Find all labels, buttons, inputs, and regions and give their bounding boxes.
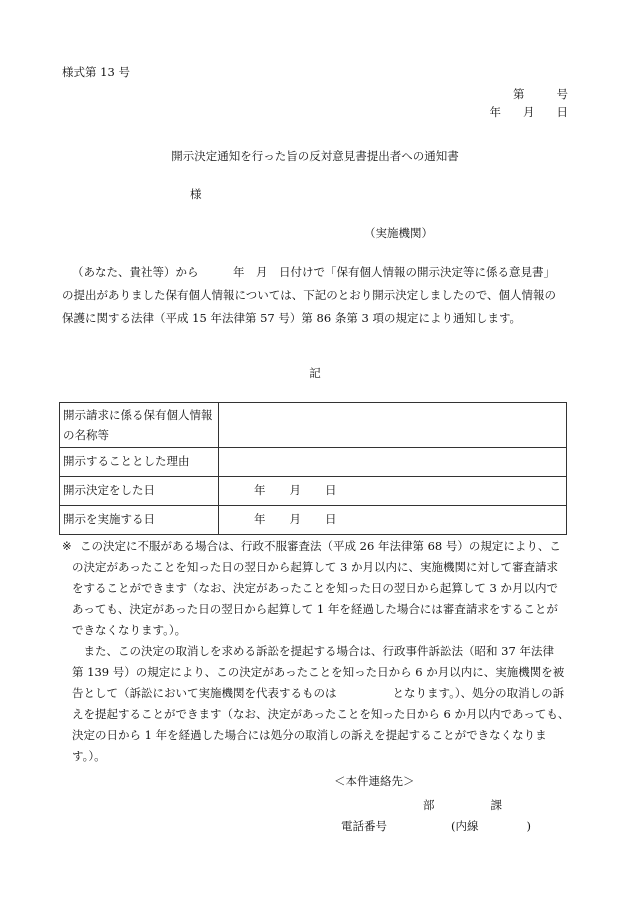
addressee: 様 [190, 187, 202, 201]
table-label-cell: 開示を実施する日 [60, 506, 219, 535]
note-text: 告として（訴訟において実施機関を代表するものは [72, 686, 337, 700]
disclosure-info-table [59, 402, 567, 535]
intro-paragraph [62, 261, 568, 330]
note-line: できなくなります。）。 [72, 623, 187, 637]
note-line: あっても、決定があった日の翌日から起算して 1 年を経過した場合には審査請求をすることが [72, 602, 558, 616]
table-value-cell [219, 448, 567, 477]
department-label: 部 [423, 798, 435, 812]
table-row [60, 448, 567, 477]
contact-phone [341, 818, 531, 835]
contact-department [423, 797, 502, 814]
intro-line: 保護に関する法律（平成 15 年法律第 57 号）第 86 条第 3 項の規定により通知します。 [62, 311, 522, 325]
number-suffix: 号 [556, 87, 568, 101]
month-label: 月 [289, 483, 301, 498]
contact-heading: ＜本件連絡先＞ [334, 774, 415, 788]
note-mark: ※ [62, 539, 72, 553]
document-title: 開示決定通知を行った旨の反対意見書提出者への通知書 [171, 149, 459, 163]
ki-heading: 記 [309, 366, 321, 380]
day-label: 日 [325, 483, 337, 498]
intro-line: （あなた、貴社等）から 年 月 日付けで「保有個人情報の開示決定等に係る意見書」 [72, 265, 555, 279]
issuing-agency: （実施機関） [364, 226, 433, 240]
table-row [60, 403, 567, 448]
note-line: また、この決定の取消しを求める訴訟を提起する場合は、行政事件訴訟法（昭和 37 年法律 [72, 644, 554, 658]
table-label-cell: 開示決定をした日 [60, 477, 219, 506]
note-line: えを提起することができます（なお、決定があったことを知った日から 6 か月以内であっても、 [72, 707, 570, 721]
note-line: をすることができます（なお、決定があったことを知った日の翌日から起算して 3 か月以内で [72, 581, 559, 595]
table-value-cell [219, 477, 567, 506]
date-month-label: 月 [523, 105, 535, 119]
note-text: この決定に不服がある場合は、行政不服審査法（平成 26 年法律第 68 号）の規定により、こ [80, 539, 561, 553]
extension-open: (内線 [451, 819, 479, 833]
table-row [60, 477, 567, 506]
form-number: 様式第 13 号 [62, 65, 130, 79]
intro-line: の提出がありました保有個人情報については、下記のとおり開示決定しましたので、個人情報の [62, 288, 557, 302]
table-row [60, 506, 567, 535]
row-label: 開示請求に係る保有個人情報 [63, 408, 213, 422]
note-line [62, 536, 568, 557]
notes-section [62, 536, 568, 767]
row-label: の名称等 [63, 428, 109, 442]
year-label: 年 [254, 512, 266, 527]
decision-date [222, 482, 563, 499]
document-number [513, 86, 568, 103]
note-line: す。）。 [72, 749, 106, 763]
day-label: 日 [325, 512, 337, 527]
note-text: となります。）、処分の取消しの訴 [392, 686, 565, 700]
note-line [62, 683, 568, 704]
phone-label: 電話番号 [341, 819, 387, 833]
document-date [490, 104, 569, 121]
note-line: 決定の日から 1 年を経過した場合には処分の取消しの訴えを提起することができなくなりま [72, 728, 547, 742]
extension-close: ) [526, 819, 531, 833]
table-value-cell [219, 403, 567, 448]
section-label: 課 [490, 798, 502, 812]
table-label-cell [60, 403, 219, 448]
implementation-date [222, 511, 563, 528]
month-label: 月 [289, 512, 301, 527]
number-prefix: 第 [513, 87, 525, 101]
table-label-cell: 開示することとした理由 [60, 448, 219, 477]
year-label: 年 [254, 483, 266, 498]
note-line: 第 139 号）の規定により、この決定があったことを知った日から 6 か月以内に、実施機関を被 [72, 665, 565, 679]
note-line: の決定があったことを知った日の翌日から起算して 3 か月以内に、実施機関に対して審査請求 [72, 560, 559, 574]
table-value-cell [219, 506, 567, 535]
date-year-label: 年 [489, 105, 501, 119]
date-day-label: 日 [556, 105, 568, 119]
